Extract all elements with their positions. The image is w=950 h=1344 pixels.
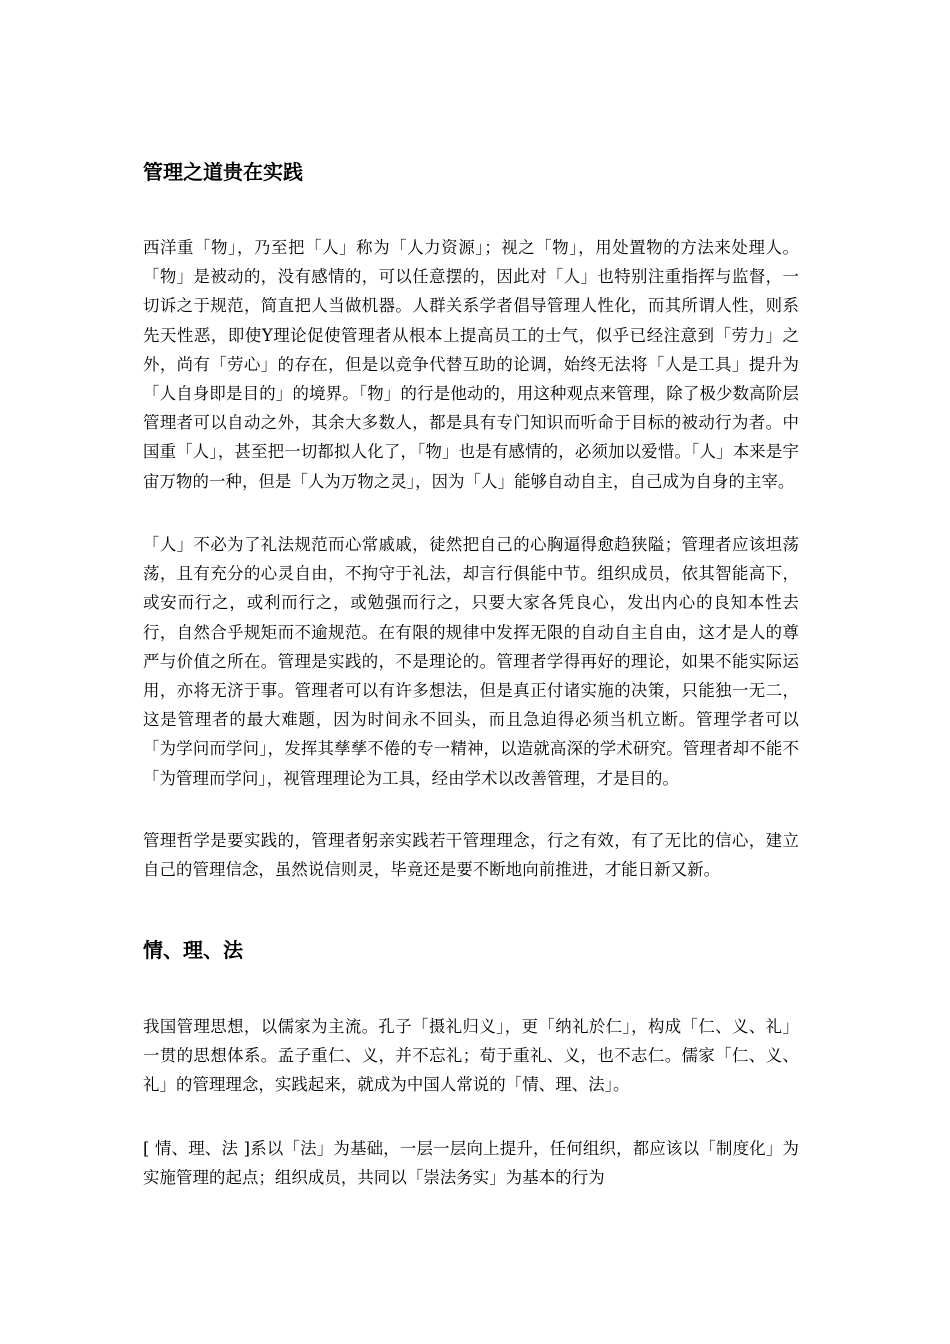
paragraph-confucian-thought: 我国管理思想，以儒家为主流。孔子「摄礼归义」，更「纳礼於仁」，构成「仁、义、礼」一贯的思想体系。孟子重仁、义，并不忘礼；荀于重礼、义，也不志仁。儒家「仁、义、礼」的管理理念，实践起来，就成为中国人常说的「情、理、法」。 [143, 1017, 799, 1095]
section-title-qing-li-fa: 情、理、法 [143, 938, 243, 962]
paragraph-people-freedom: 「人」不必为了礼法规范而心常戚戚，徒然把自己的心胸逼得愈趋狭隘；管理者应该坦荡荡，且有充分的心灵自由，不拘守于礼法，却言行俱能中节。组织成员，依其智能高下，或安而行之，或利而行之，或勉强而行之，只要大家各凭良心，发出内心的良知本性去行，自然合乎规矩而不逾规范。在有限的规律中发挥无限的自动自主自由，这才是人的尊严与价值之所在。管理是实践的，不是理论的。管理者学得再好的理论，如果不能实际运用，亦将无济于事。管理者可以有许多想法，但是真正付诸实施的决策，只能独一无二，这是管理者的最大难题，因为时间永不回头，而且急迫得必须当机立断。管理学者可以「为学问而学问」，发挥其孳孳不倦的专一精神，以造就高深的学术研究。管理者却不能不「为管理而学问」，视管理理论为工具，经由学术以改善管理，才是目的。 [143, 535, 799, 788]
paragraph-west-vs-china: 西洋重「物」，乃至把「人」称为「人力资源」；视之「物」，用处置物的方法来处理人。「物」是被动的，没有感情的，可以任意摆的，因此对「人」也特别注重指挥与监督，一切诉之于规范，简直把人当做机器。人群关系学者倡导管理人性化，而其所谓人性，则系先天性恶，即使Y理论促使管理者从根本上提高员工的士气，似乎已经注意到「劳力」之外，尚有「劳心」的存在，但是以竞争代替互助的论调，始终无法将「人是工具」提升为「人自身即是目的」的境界。「物」的行是他动的，用这种观点来管理，除了极少数高阶层管理者可以自动之外，其余大多数人，都是具有专门知识而听命于目标的被动行为者。中国重「人」，甚至把一切都拟人化了，「物」也是有感情的，必须加以爱惜。「人」本来是宇宙万物的一种，但是「人为万物之灵」，因为「人」能够自动自主，自己成为自身的主宰。 [143, 238, 799, 491]
section-title-management-practice: 管理之道贵在实践 [143, 160, 303, 184]
paragraph-management-philosophy: 管理哲学是要实践的，管理者躬亲实践若干管理理念，行之有效，有了无比的信心，建立自己的管理信念，虽然说信则灵，毕竟还是要不断地向前推进，才能日新又新。 [143, 831, 799, 880]
paragraph-fa-foundation: [ 情、理、法 ]系以「法」为基础，一层一层向上提升，任何组织，都应该以「制度化」为实施管理的起点；组织成员，共同以「崇法务实」为基本的行为 [143, 1139, 799, 1188]
